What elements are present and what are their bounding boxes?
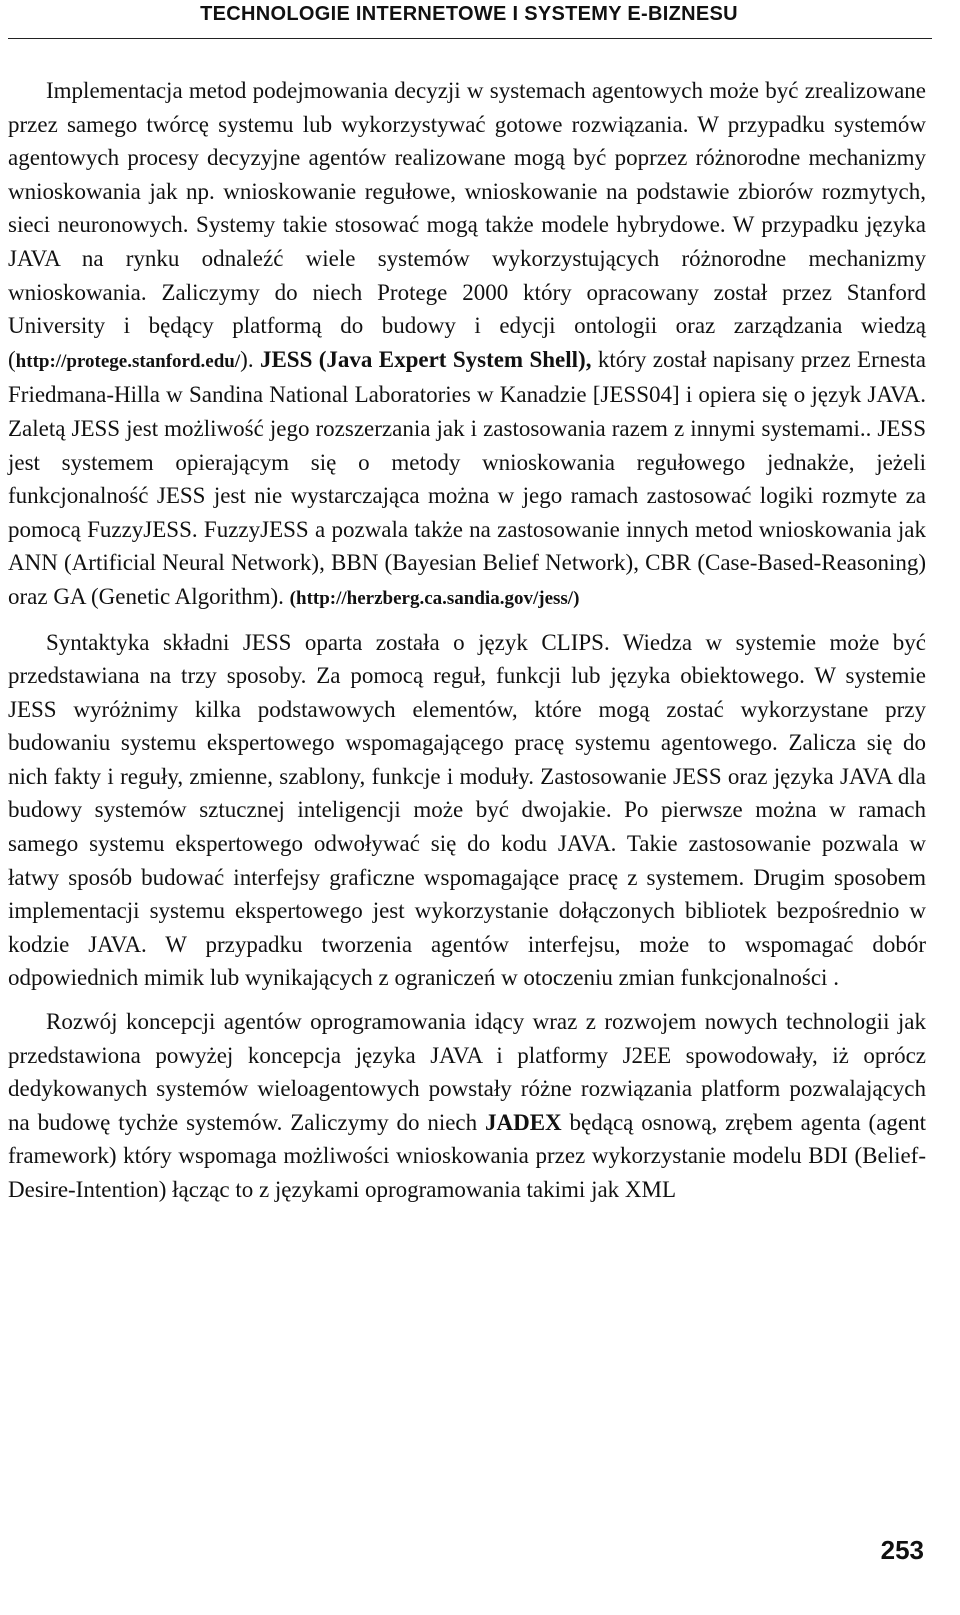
paragraph-1-text-c: który został napisany przez Ernesta Friedmana-Hilla w Sandina National Laboratories w Kanadzie [JESS04] i opiera się o język JAVA. Zaletą JESS jest możliwość jego rozszerzania jak i zastosowania razem z innymi systemami.. JESS jest systemem opierającym się o metody wnioskowania regułowego jednakże, jeżeli funkcjonalność JESS jest nie wystarczająca można w jego ramach zastosować logiki rozmyte za pomocą FuzzyJESS. FuzzyJESS a pozwala także na zastosowanie innych metod wnioskowania jak ANN (Artificial Neural Network), BBN (Bayesian Belief Network), CBR (Case-Based-Reasoning) oraz GA (Genetic Algorithm). (8, 346, 926, 609)
paragraph-1-text-b: ). (240, 346, 260, 372)
running-header-title: TECHNOLOGIE INTERNETOWE I SYSTEMY E-BIZNESU (200, 3, 738, 25)
jadex-bold-term: JADEX (485, 1109, 562, 1135)
article-body (8, 74, 926, 1207)
page-number: 253 (880, 1535, 924, 1565)
paragraph-1 (8, 74, 926, 616)
jess-bold-term: JESS (Java Expert System Shell), (259, 346, 592, 372)
running-header (0, 0, 960, 40)
paragraph-3 (8, 1005, 926, 1207)
paragraph-2: Syntaktyka składni JESS oparta została o język CLIPS. Wiedza w systemie może być przedstawiana na trzy sposoby. Za pomocą reguł, funkcji lub języka obiektowego. W systemie JESS wyróżnimy kilka podstawowych elementów, które mogą zostać wykorzystane przy budowaniu systemu ekspertowego wspomagającego pracę systemu agentowego. Zalicza się do nich fakty i reguły, zmienne, szablony, funkcje i moduły. Zastosowanie JESS oraz języka JAVA dla budowy systemów sztucznej inteligencji może być dwojakie. Po pierwsze można w ramach samego systemu ekspertowego odwoływać się do kodu JAVA. Takie zastosowanie pozwala w łatwy sposób budować interfejsy graficzne wspomagające pracę z systemem. Drugim sposobem implementacji systemu ekspertowego jest wykorzystanie dołączonych bibliotek bezpośrednio w kodzie JAVA. W przypadku tworzenia agentów interfejsu, może to wspomagać dobór odpowiednich mimik lub wynikających z ograniczeń w otoczeniu zmian funkcjonalności . (8, 629, 926, 991)
paragraph-3-text: Rozwój koncepcji agentów oprogramowania idący wraz z rozwojem nowych technologii jak przedstawiona powyżej koncepcja języka JAVA i platformy J2EE spowodowały, iż oprócz dedykowanych systemów wieloagentowych powstały różne rozwiązania platform pozwalających na budowę tychże systemów. Zaliczymy do niech (8, 1009, 926, 1135)
paragraph-1-text: Implementacja metod podejmowania decyzji w systemach agentowych może być zrealizowane przez samego twórcę systemu lub wykorzystywać gotowe rozwiązania. W przypadku systemów agentowych procesy decyzyjne agentów realizowane mogą być poprzez różnorodne mechanizmy wnioskowania jak np. wnioskowanie regułowe, wnioskowanie na podstawie zbiorów rozmytych, sieci neuronowych. Systemy takie stosować mogą także modele hybrydowe. W przypadku języka JAVA na rynku odnaleźć wiele systemów wykorzystujących różnorodne mechanizmy wnioskowania. Zaliczymy do niech Protege 2000 który opracowany został przez Stanford University i będący platformą do budowy i edycji ontologii oraz zarządzania wiedzą ( (8, 78, 926, 372)
protege-url-link[interactable]: http://protege.stanford.edu/ (15, 350, 241, 372)
paragraph-3-text-b: będącą osnową, zrębem agenta (agent framework) który wspomaga możliwości wnioskowania przez wykorzystanie modelu BDI (Belief-Desire-Intention) łącząc to z językami oprogramowania takimi jak XML (8, 1109, 926, 1202)
jess-url-link[interactable]: (http://herzberg.ca.sandia.gov/jess/) (289, 587, 580, 609)
header-divider (8, 38, 932, 39)
